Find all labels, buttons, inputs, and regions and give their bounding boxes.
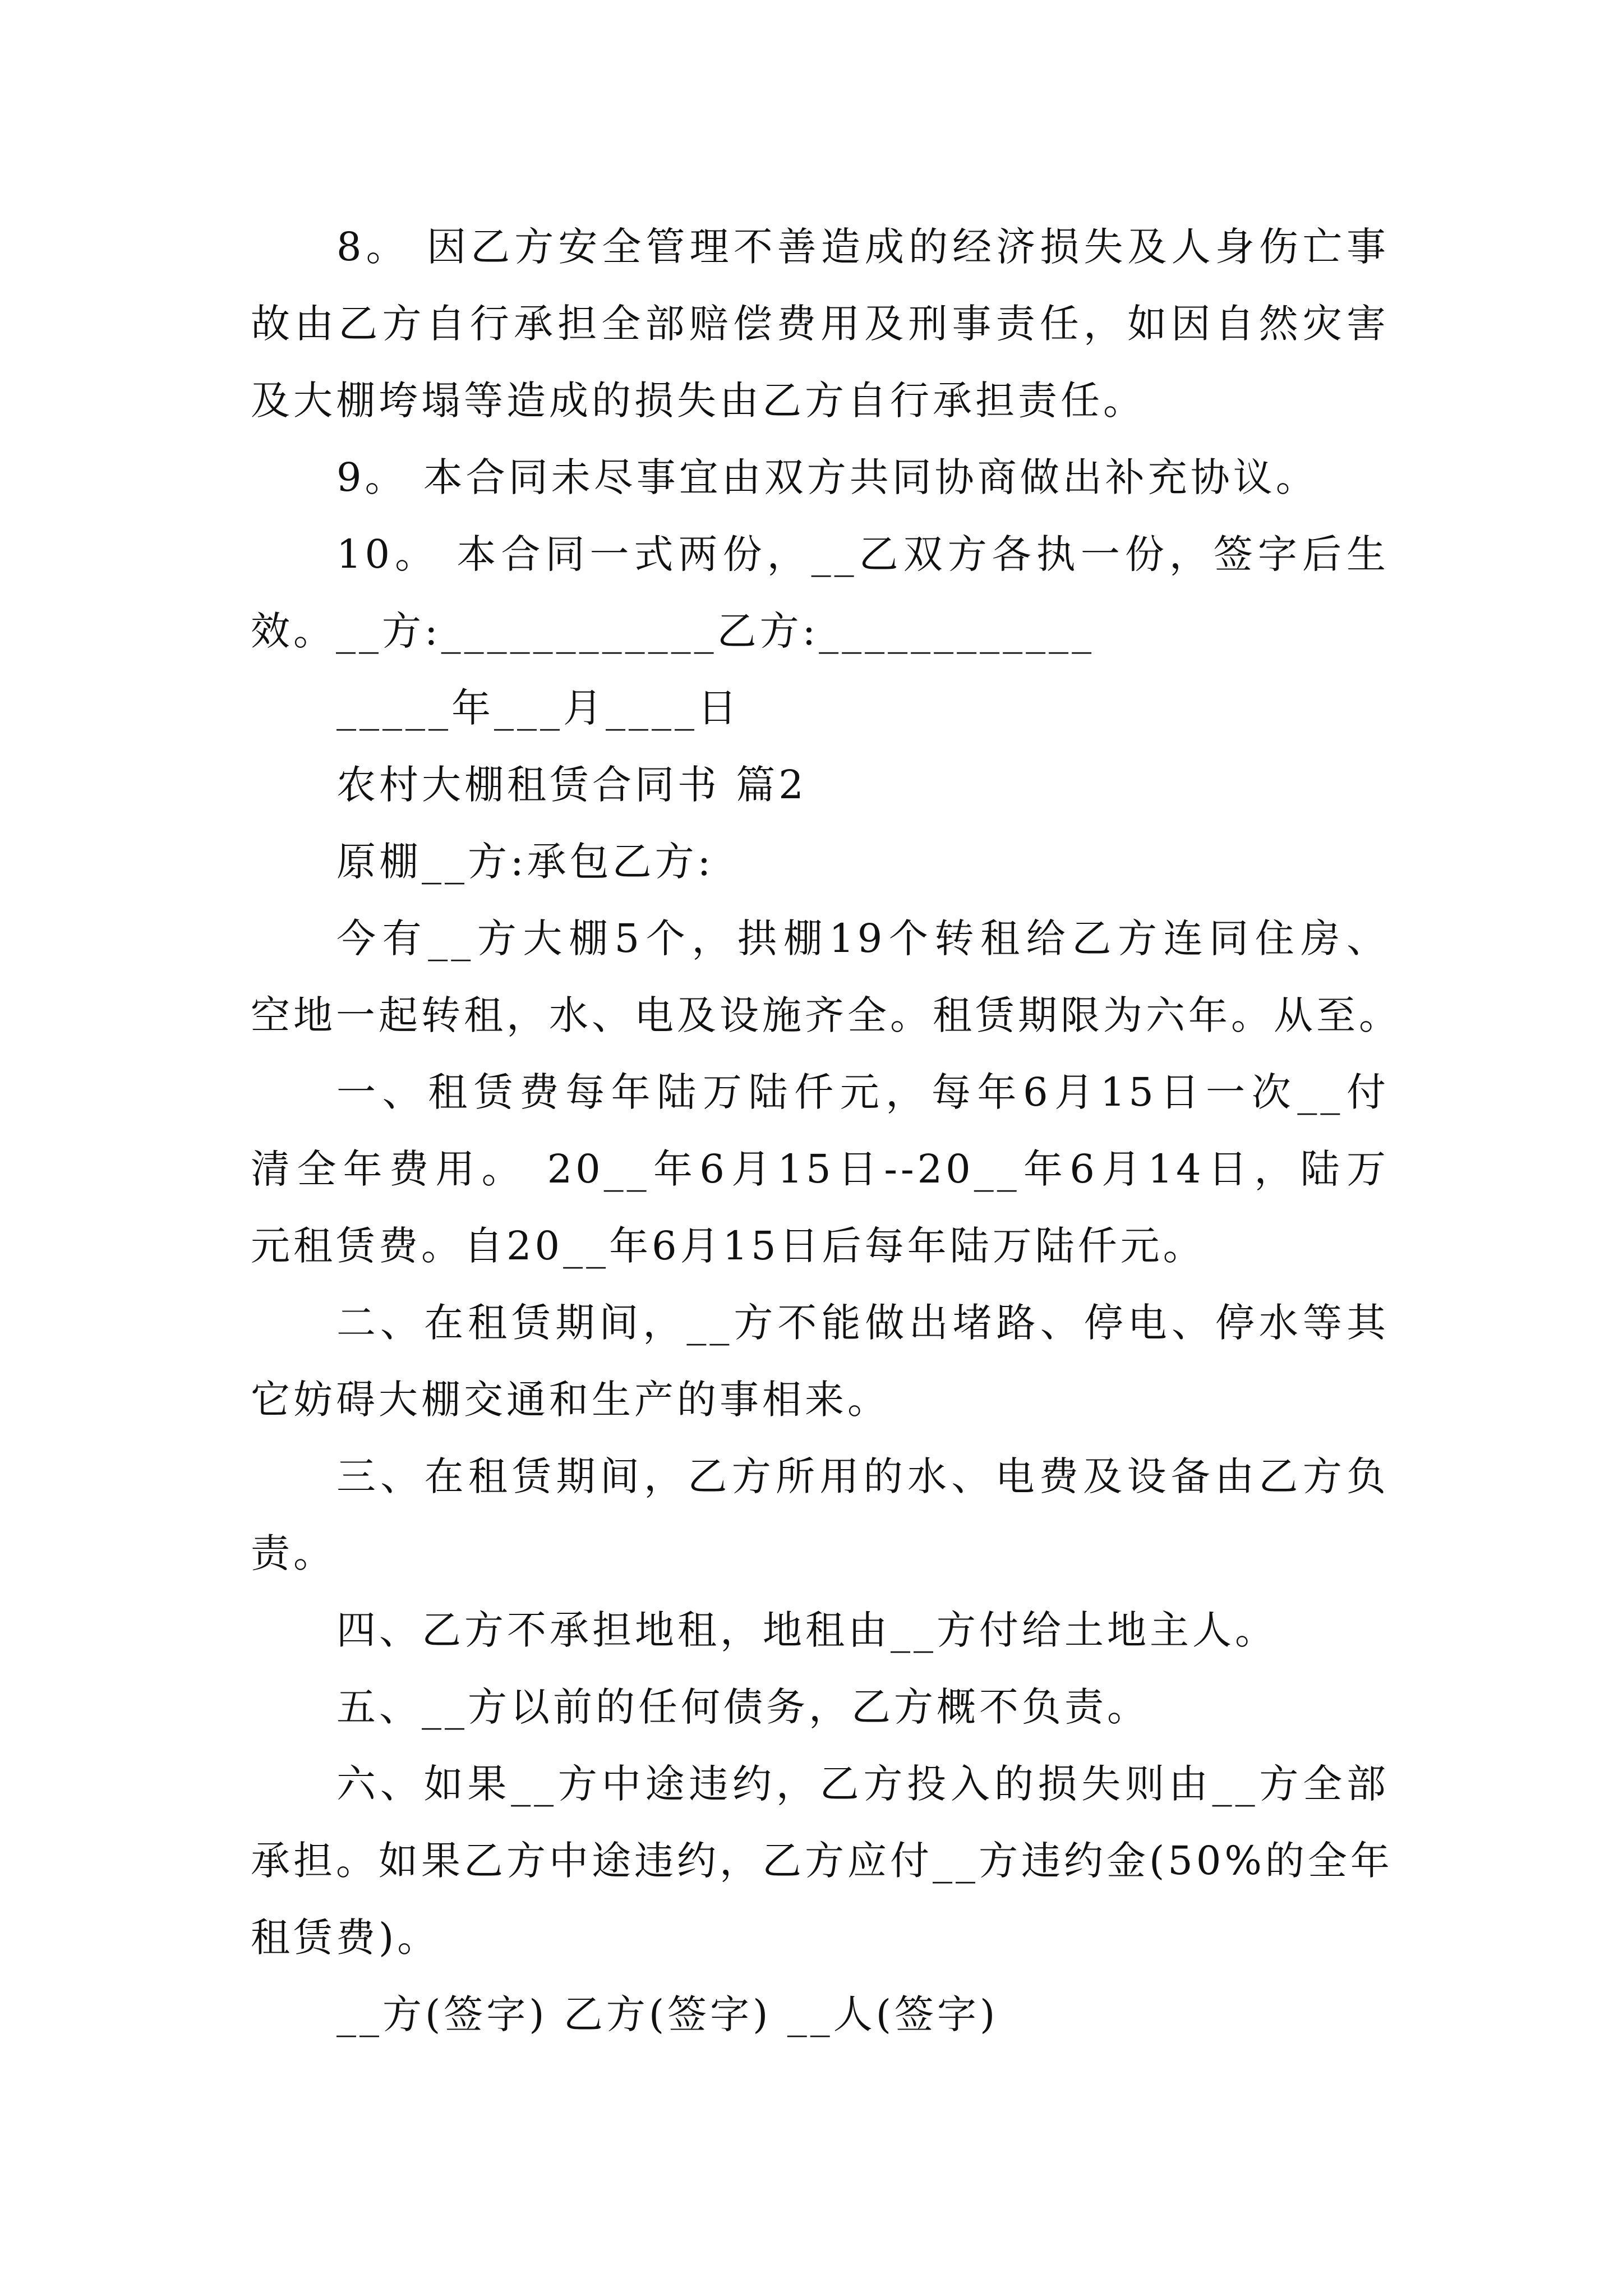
article-3-line-1: 三、在租赁期间，乙方所用的水、电费及设备由乙方负: [336, 1453, 1389, 1499]
clause-8-line-1: 8。 因乙方安全管理不善造成的经济损失及人身伤亡事: [336, 224, 1389, 270]
intro-line-2: 空地一起转租，水、电及设施齐全。租赁期限为六年。从至。: [251, 992, 1401, 1038]
article-3-line-2: 责。: [251, 1530, 336, 1576]
section-title: 农村大棚租赁合同书 篇2: [336, 762, 807, 808]
article-6-line-2: 承担。如果乙方中途违约，乙方应付__方违约金(50%的全年: [251, 1838, 1393, 1884]
article-2-line-2: 它妨碍大棚交通和生产的事相来。: [251, 1377, 890, 1423]
article-1-line-3: 元租赁费。自20__年6月15日后每年陆万陆仟元。: [251, 1223, 1206, 1269]
article-2-line-1: 二、在租赁期间，__方不能做出堵路、停电、停水等其: [336, 1300, 1389, 1346]
parties-line: 原棚__方:承包乙方:: [336, 839, 714, 885]
date-line: _____年___月____日: [336, 685, 740, 731]
article-4-line: 四、乙方不承担地租，地租由__方付给土地主人。: [336, 1607, 1278, 1653]
article-5-line: 五、__方以前的任何债务，乙方概不负责。: [336, 1684, 1150, 1730]
article-1-line-1: 一、租赁费每年陆万陆仟元，每年6月15日一次__付: [336, 1069, 1389, 1115]
article-6-line-1: 六、如果__方中途违约，乙方投入的损失则由__方全部: [336, 1761, 1389, 1807]
clause-8-line-2: 故由乙方自行承担全部赔偿费用及刑事责任，如因自然灾害: [251, 301, 1389, 347]
clause-9-line: 9。 本合同未尽事宜由双方共同协商做出补充协议。: [336, 454, 1318, 500]
clause-8-line-3: 及大棚垮塌等造成的损失由乙方自行承担责任。: [251, 378, 1146, 424]
article-1-line-2: 清全年费用。 20__年6月15日--20__年6月14日，陆万: [251, 1146, 1389, 1192]
clause-10-line-1: 10。 本合同一式两份，__乙双方各执一份，签字后生: [336, 531, 1389, 577]
signature-line: __方(签字) 乙方(签字) __人(签字): [336, 1991, 999, 2037]
article-6-line-3: 租赁费)。: [251, 1915, 440, 1961]
clause-10-signature-line: 效。__方:____________乙方:____________: [251, 608, 1095, 654]
intro-line-1: 今有__方大棚5个，拱棚19个转租给乙方连同住房、: [336, 915, 1389, 961]
